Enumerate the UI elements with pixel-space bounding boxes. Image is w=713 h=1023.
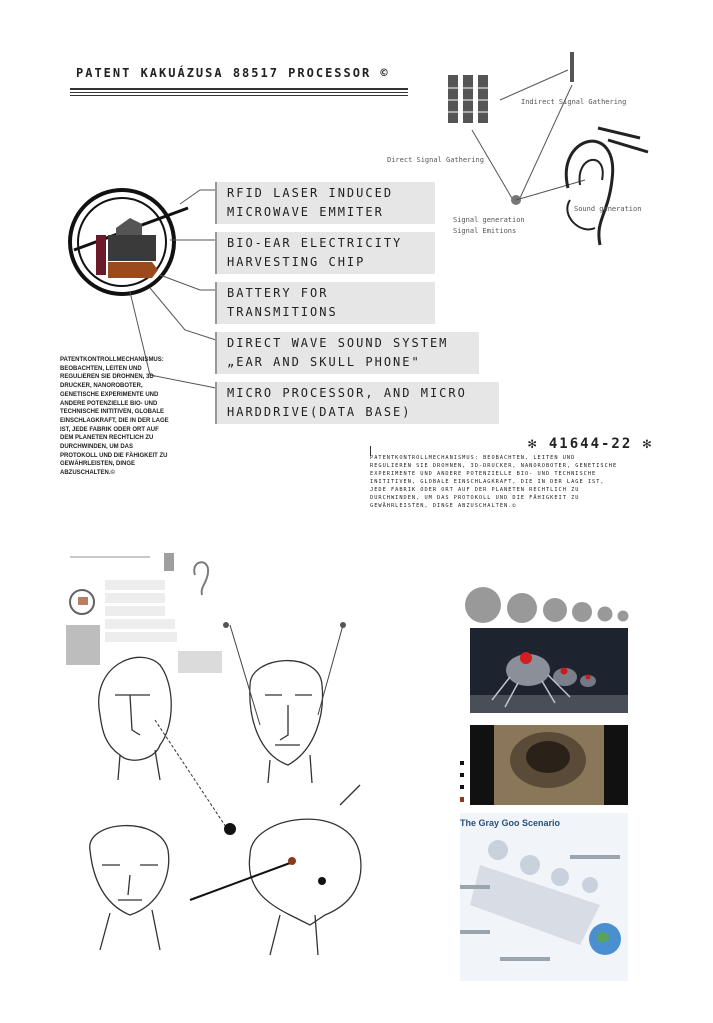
legend-icons: [460, 747, 464, 802]
head-sketch-icon: [99, 657, 172, 780]
title-rule: [70, 92, 408, 93]
component-label: „EAR AND SKULL PHONE": [227, 355, 421, 369]
component-label: MICROWAVE EMMITER: [227, 205, 384, 219]
page-thumbnail: [66, 553, 222, 673]
indirect-signal-label: Indirect Signal Gathering: [521, 98, 627, 106]
scale-circles: [465, 587, 629, 623]
component-rfid-laser: [215, 182, 435, 224]
head-sketch-icon: [250, 661, 323, 783]
component-bio-ear-chip: [215, 232, 435, 274]
ear-icon: [566, 141, 612, 245]
component-sound-system: [215, 332, 479, 374]
component-label: BIO-EAR ELECTRICITY: [227, 236, 403, 250]
title-rule: [70, 95, 408, 96]
device-icon: [96, 218, 158, 278]
signal-generation-label: Signal generation: [453, 216, 525, 224]
component-battery: [215, 282, 435, 324]
component-label: RFID LASER INDUCED: [227, 186, 394, 200]
robot-image: [470, 628, 628, 713]
sound-generation-label: Sound generation: [574, 205, 642, 213]
creature-image: [470, 725, 628, 805]
head-sketch-icon: [90, 826, 169, 950]
component-label: HARDDRIVE(DATA BASE): [227, 405, 412, 419]
marker-dot: [224, 823, 236, 835]
patent-code: ✻ 41644-22 ✻: [528, 436, 654, 452]
signal-emitions-label: Signal Emitions: [453, 227, 517, 235]
direct-signal-label: Direct Signal Gathering: [387, 156, 484, 164]
component-label: MICRO PROCESSOR, AND MICRO: [227, 386, 467, 400]
component-label: BATTERY FOR: [227, 286, 329, 300]
component-label: HARVESTING CHIP: [227, 255, 366, 269]
transmitter-icon: [570, 52, 574, 82]
media-column: [460, 585, 640, 985]
head-sketches: [60, 545, 440, 975]
component-micro-processor: [215, 382, 499, 424]
component-label: TRANSMITIONS: [227, 305, 338, 319]
german-paragraph-left: PATENTKONTROLLMECHANISMUS: BEOBACHTEN, LEITEN UND REGULIEREN SIE DROHNEN, 3D- DRUCKER, NANOROBOTER, GENETISCHE EXPERIMENTE UND ANDERE POTENZIELLE BIO- UND TECHNISCHE INITITIVEN, GLOBALE EINSCHLAGKRAFT, DIE IN DER LAGE IST, JEDE FABRIK ODER ORT AUF DEM PLANETEN RECHTLICH ZU DURCHWINDEN, UM DAS PROTOKOLL UND DIE FÄHIGKEIT ZU GEWÄHRLEISTEN, DINGE ABZUSCHALTEN.©: [60, 357, 169, 477]
title-rule: [70, 88, 408, 90]
head-sketch-icon: [249, 785, 361, 955]
component-label: DIRECT WAVE SOUND SYSTEM: [227, 336, 449, 350]
gray-goo-title: The Gray Goo Scenario: [460, 818, 561, 828]
gray-goo-infographic: [460, 813, 628, 981]
signal-diagram: [380, 40, 680, 260]
german-paragraph-right: PATENTKONTROLLMECHANISMUS: BEOBACHTEN, LEITEN UND REGULIEREN SIE DROHNEN, 3D-DRUCKER, NANOROBOTER, GENETISCHE EXPERIMENTE UND ANDERE POTENZIELLE BIO- UND TECHNISCHE INITITIVEN, GLOBALE EINSCHLAGKRAFT, DIE IN DER LAGE IST, JEDE FABRIK ODER ORT AUF DER PLANETEN RECHTLICH ZU DURCHWINDEN, UM DAS PROTOKOLL UND DIE FÄHIGKEIT ZU GEWÄHRLEISTEN, DINGE ABZUSCHALTEN.©: [370, 455, 618, 509]
antenna-icon: [448, 75, 488, 123]
page-title: PATENT KAKUÁZUSA 88517 PROCESSOR ©: [76, 66, 390, 80]
